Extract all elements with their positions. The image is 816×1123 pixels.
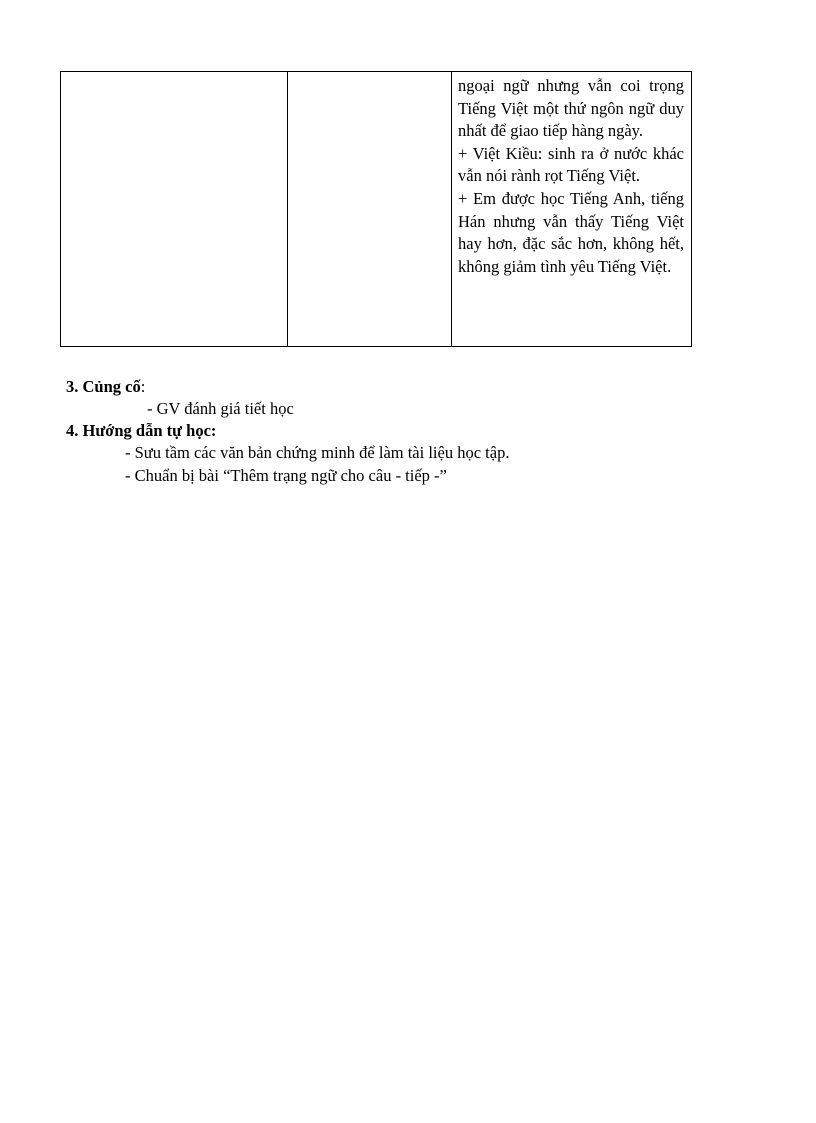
section-3-heading <box>66 376 145 398</box>
table-row <box>61 72 692 347</box>
section-4-title: 4. Hướng dẫn tự học: <box>66 421 217 440</box>
section-3-colon: : <box>140 377 146 396</box>
cell-paragraph: + Việt Kiều: sinh ra ở nước khác vẫn nói rành rọt Tiếng Việt. <box>458 143 684 186</box>
table-cell-method <box>288 72 452 347</box>
cell-paragraph: ngoại ngữ nhưng vẫn coi trọng Tiếng Việt một thứ ngôn ngữ duy nhất để giao tiếp hàng ngày. <box>458 76 684 141</box>
section-4-item: - Sưu tầm các văn bản chứng minh để làm tài liệu học tập. <box>125 443 510 462</box>
section-4-heading <box>66 420 216 442</box>
cell-paragraph: + Em được học Tiếng Anh, tiếng Hán nhưng vẫn thấy Tiếng Việt hay hơn, đặc sắc hơn, không hết, không giảm tình yêu Tiếng Việt. <box>458 188 684 276</box>
section-3-title: 3. Củng cố <box>66 377 141 396</box>
table-cell-content <box>452 72 692 347</box>
cell-text-block <box>452 72 691 278</box>
section-3-item: - GV đánh giá tiết học <box>147 399 294 418</box>
lesson-table <box>60 71 692 347</box>
section-4-item: - Chuẩn bị bài “Thêm trạng ngữ cho câu - tiếp -” <box>125 466 447 485</box>
table-cell-activity <box>61 72 288 347</box>
